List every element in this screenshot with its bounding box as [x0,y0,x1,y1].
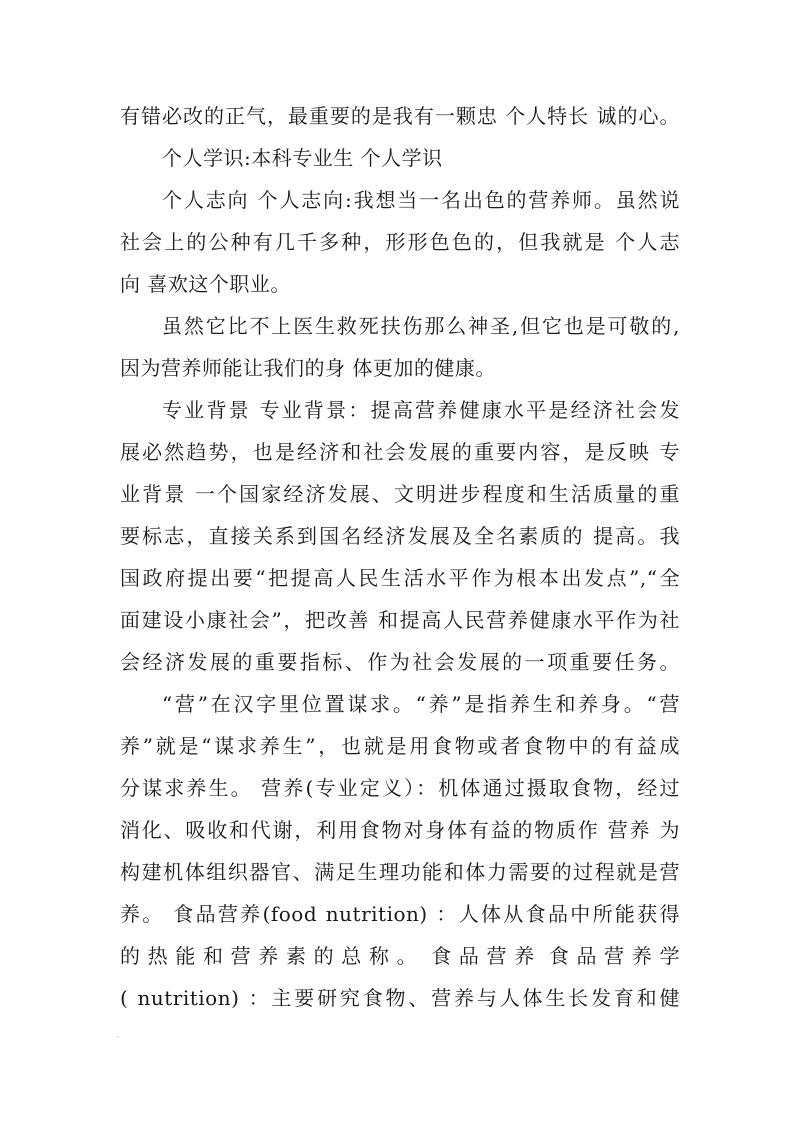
text-line: 虽然它比不上医生救死扶伤那么神圣,但它也是可敬的, [162,314,680,338]
text-line: 专业背景 专业背景：提高营养健康水平是经济社会发 [162,398,680,422]
text-line: 分谋求养生。 营养(专业定义）：机体通过摄取食物，经过 [120,776,680,800]
text-line: 的 热 能 和 营 养 素 的 总 称 。 食 品 营 养 食 品 营 养 学 [120,944,680,968]
text-line: 构建机体组织器官、满足生理功能和体力需要的过程就是营 [120,860,680,884]
text-line: 有错必改的正气，最重要的是我有一颗忠 个人特长 诚的心。 [120,104,680,128]
text-line: 要标志，直接关系到国名经济发展及全名素质的 提高。我 [120,524,680,548]
text-line: “营”在汉字里位置谋求。“养”是指养生和养身。“营 [162,692,680,716]
text-line: 养”就是“谋求养生”，也就是用食物或者食物中的有益成 [120,734,680,758]
text-line: 会经济发展的重要指标、作为社会发展的一项重要任务。 [120,650,680,674]
text-line: 国政府提出要“把提高人民生活水平作为根本出发点”,“全 [120,566,680,590]
text-line: 面建设小康社会”，把改善 和提高人民营养健康水平作为社 [120,608,680,632]
text-line: 个人志向 个人志向:我想当一名出色的营养师。虽然说 [162,188,680,212]
text-line: 消化、吸收和代谢，利用食物对身体有益的物质作 营养 为 [120,818,680,842]
text-line: 因为营养师能让我们的身 体更加的健康。 [120,356,496,380]
text-line: 向 喜欢这个职业。 [120,272,291,296]
text-line: 养。 食品营养(food nutrition) ：人体从食品中所能获得 [120,902,680,926]
text-line: 社会上的公种有几千多种，形形色色的，但我就是 个人志 [120,230,680,254]
text-line: 业背景 一个国家经济发展、文明进步程度和生活质量的重 [120,482,680,506]
page-speck [117,1036,119,1038]
text-line: ( nutrition) ：主要研究食物、营养与人体生长发育和健 [120,986,680,1010]
text-line: 个人学识:本科专业生 个人学识 [162,146,443,170]
text-line: 展必然趋势，也是经济和社会发展的重要内容，是反映 专 [120,440,680,464]
